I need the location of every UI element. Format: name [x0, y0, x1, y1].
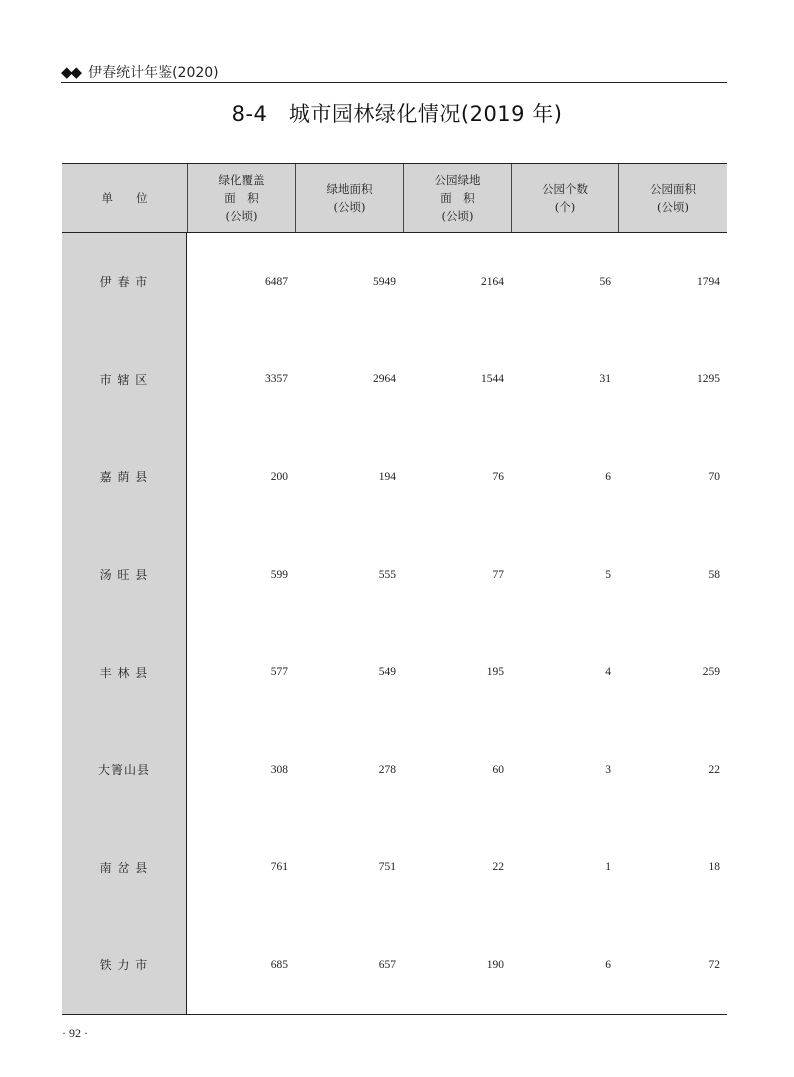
table-cell: 685 — [270, 958, 288, 971]
table-row — [62, 526, 727, 624]
table-cell: 194 — [378, 470, 396, 483]
table-header — [62, 164, 727, 233]
table-cell: 3357 — [265, 373, 288, 386]
column-header-green-coverage: 绿化覆盖 面 积 (公顷) — [187, 164, 295, 232]
table-cell: 259 — [702, 666, 720, 679]
table-cell: 549 — [378, 666, 396, 679]
table-row — [62, 331, 727, 429]
table-cell: 56 — [599, 275, 611, 288]
table-cell: 6487 — [265, 275, 288, 288]
table-cell: 76 — [492, 470, 504, 483]
column-header-green-area: 绿地面积 (公顷) — [295, 164, 403, 232]
table-cell: 195 — [486, 666, 504, 679]
table-row — [62, 623, 727, 721]
table-cell: 308 — [270, 763, 288, 776]
table-cell: 190 — [486, 958, 504, 971]
table-cell: 22 — [708, 763, 720, 776]
table-cell: 18 — [708, 861, 720, 874]
table-cell: 2964 — [373, 373, 396, 386]
table-cell: 761 — [270, 861, 288, 874]
table-title: 8-4 城市园林绿化情况(2019 年) — [231, 102, 563, 126]
table-cell: 22 — [492, 861, 504, 874]
table-cell: 5949 — [373, 275, 396, 288]
table-cell: 1295 — [697, 373, 720, 386]
table-cell: 1794 — [697, 275, 720, 288]
table-cell: 1 — [605, 861, 611, 874]
table-cell: 6 — [605, 470, 611, 483]
column-header-park-area: 公园面积 (公顷) — [618, 164, 727, 232]
greening-table — [62, 163, 727, 1015]
table-cell: 5 — [605, 568, 611, 581]
row-unit-label: 大箐山县 — [62, 721, 187, 819]
row-unit-label: 南 岔 县 — [62, 819, 187, 917]
table-cell: 751 — [378, 861, 396, 874]
row-unit-label: 铁 力 市 — [62, 916, 187, 1014]
table-cell: 6 — [605, 958, 611, 971]
table-cell: 278 — [378, 763, 396, 776]
table-row — [62, 916, 727, 1014]
table-cell: 4 — [605, 666, 611, 679]
column-header-unit: 单 位 — [101, 191, 148, 205]
row-unit-label: 汤 旺 县 — [62, 526, 187, 624]
row-unit-label: 嘉 荫 县 — [62, 428, 187, 526]
table-row — [62, 819, 727, 917]
table-row — [62, 721, 727, 819]
table-cell: 31 — [599, 373, 611, 386]
table-cell: 1544 — [481, 373, 504, 386]
table-cell: 577 — [270, 666, 288, 679]
table-cell: 657 — [378, 958, 396, 971]
row-unit-label: 伊 春 市 — [62, 233, 187, 331]
header-rule — [61, 82, 727, 83]
table-cell: 58 — [708, 568, 720, 581]
table-cell: 555 — [378, 568, 396, 581]
table-cell: 70 — [708, 470, 720, 483]
table-cell: 2164 — [481, 275, 504, 288]
row-unit-label: 市 辖 区 — [62, 331, 187, 429]
table-cell: 599 — [270, 568, 288, 581]
table-row — [62, 233, 727, 331]
page-number: · 92 · — [62, 1026, 88, 1040]
table-row — [62, 428, 727, 526]
diamond-bullets-icon: ◆◆ — [61, 63, 81, 81]
table-cell: 200 — [270, 470, 288, 483]
row-unit-label: 丰 林 县 — [62, 623, 187, 721]
column-header-park-green-area: 公园绿地 面 积 (公顷) — [403, 164, 511, 232]
table-cell: 72 — [708, 958, 720, 971]
table-cell: 3 — [605, 763, 611, 776]
table-cell: 77 — [492, 568, 504, 581]
running-header — [61, 62, 219, 82]
yearbook-title: 伊春统计年鉴(2020) — [88, 65, 219, 81]
table-cell: 60 — [492, 763, 504, 776]
column-header-park-count: 公园个数 (个) — [511, 164, 618, 232]
table-body — [62, 233, 727, 1014]
